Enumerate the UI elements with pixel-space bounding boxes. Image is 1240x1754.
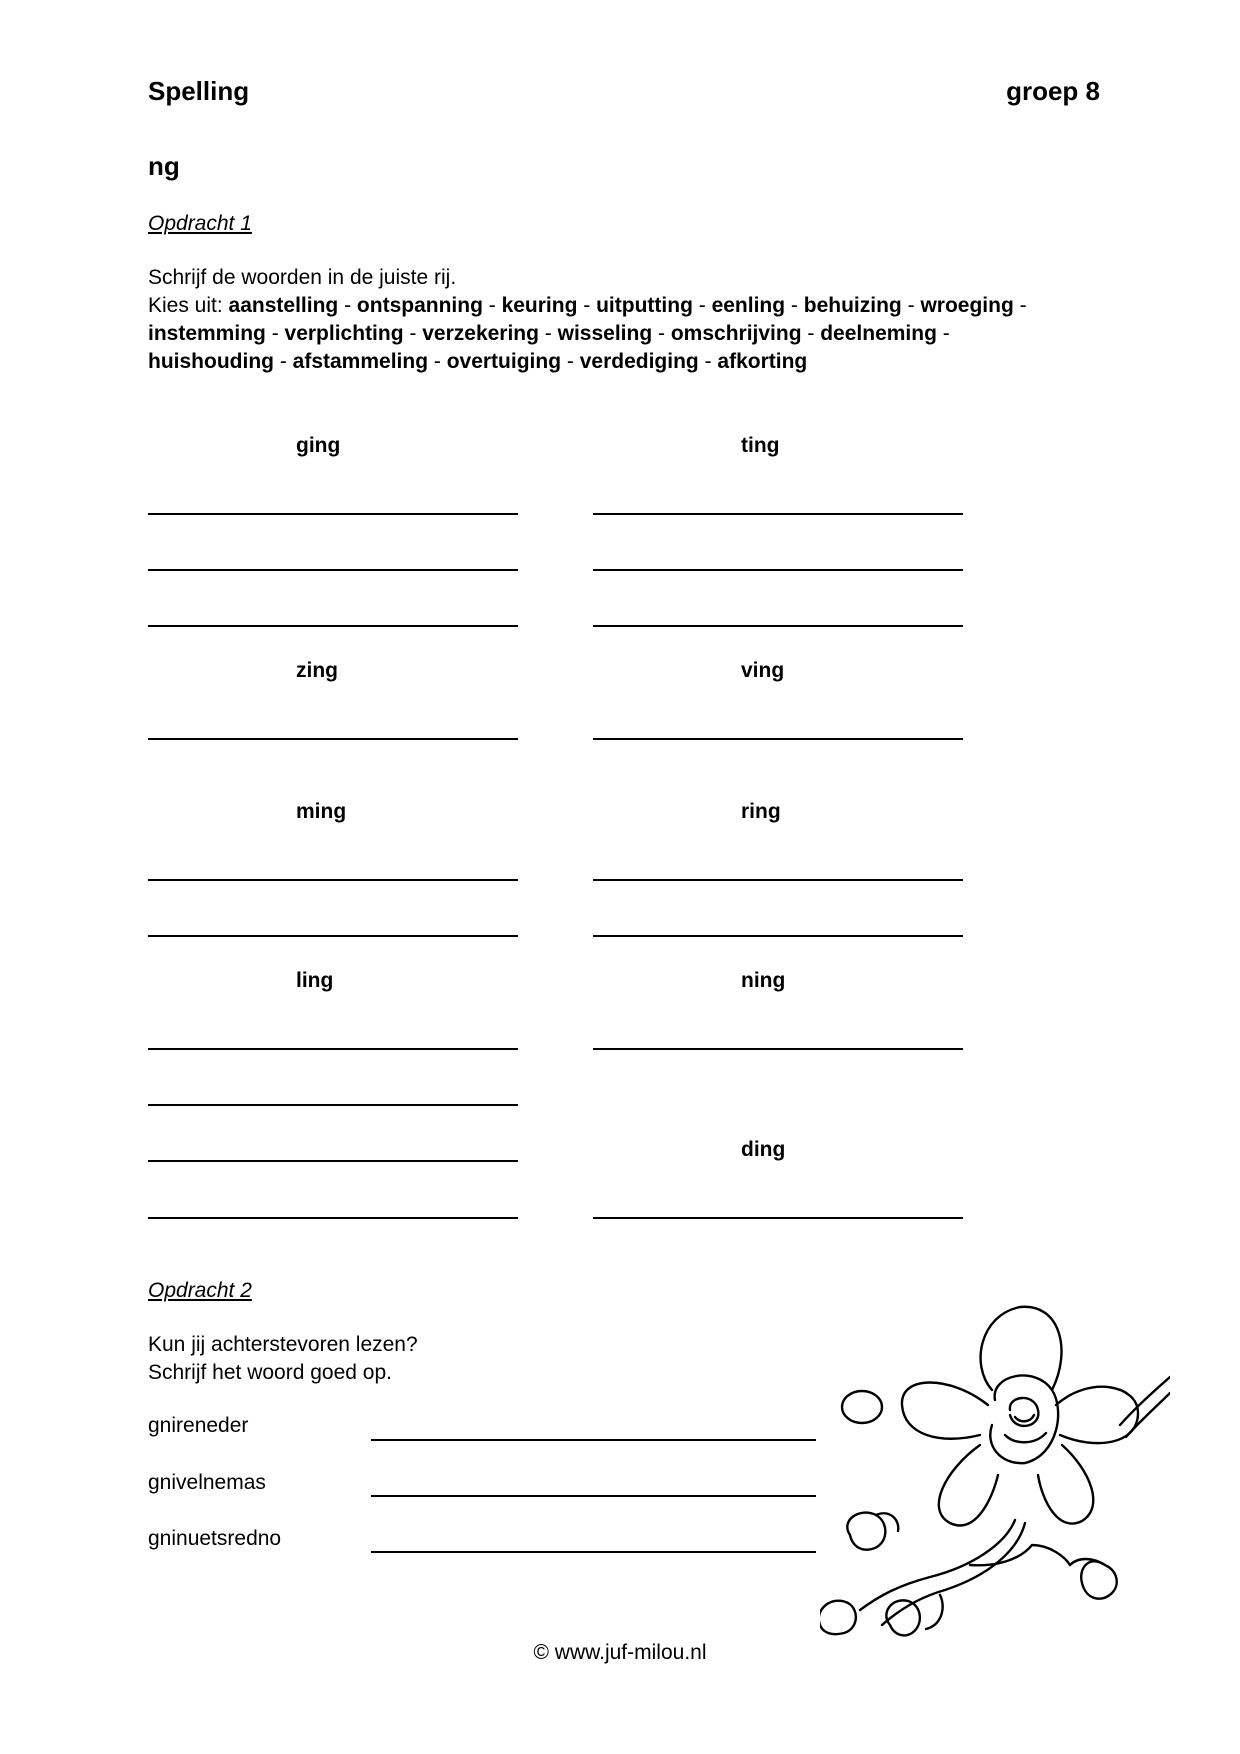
word-options [148,294,1027,373]
topic-title: ng [148,151,180,181]
category-ling: ling [296,969,334,992]
answer-line-ting-1[interactable] [593,513,963,515]
task1-word-list [148,292,1078,376]
word-option: wisseling [557,322,653,345]
category-ving: ving [741,659,785,682]
word-option: huishouding [148,350,274,373]
word-option: afstammeling [292,350,429,373]
word-separator: - [403,322,423,345]
answer-line-zing-1[interactable] [148,738,518,740]
word-separator: - [538,322,558,345]
word-separator: - [801,322,821,345]
word-separator: - [692,294,712,317]
category-zing: zing [296,659,338,682]
answer-line-ving-1[interactable] [593,738,963,740]
answer-line-ring-1[interactable] [593,879,963,881]
word-separator: - [936,322,950,345]
reversed-word-2: gnivelnemas [148,1471,266,1494]
worksheet-grade: groep 8 [1006,76,1100,106]
word-separator: - [561,350,580,373]
word-separator: - [482,294,502,317]
category-ring: ring [741,800,781,823]
orchid-illustration-icon [820,1295,1170,1655]
task1-instruction: Schrijf de woorden in de juiste rij. [148,266,457,289]
word-option: omschrijving [670,322,802,345]
answer-line-ling-2[interactable] [148,1104,518,1106]
task2-title: Opdracht 2 [148,1279,252,1302]
word-option: verplichting [284,322,404,345]
word-option: uitputting [596,294,693,317]
word-option: verzekering [422,322,539,345]
worksheet-subject: Spelling [148,76,250,106]
answer-line-ning-1[interactable] [593,1048,963,1050]
answer-line-ding-1[interactable] [593,1217,963,1219]
reversed-answer-line-2[interactable] [371,1495,816,1497]
word-option: wroeging [920,294,1014,317]
word-option: behuizing [803,294,902,317]
choose-prefix: Kies uit: [148,294,229,317]
footer-copyright: © www.juf-milou.nl [533,1641,707,1664]
reversed-answer-line-3[interactable] [371,1551,816,1553]
word-separator: - [698,350,718,373]
task1-title: Opdracht 1 [148,212,252,235]
word-option: keuring [501,294,578,317]
reversed-answer-line-1[interactable] [371,1439,816,1441]
word-option: overtuiging [446,350,562,373]
word-option: instemming [148,322,266,345]
task2-line2: Schrijf het woord goed op. [148,1361,392,1384]
answer-line-ling-1[interactable] [148,1048,518,1050]
category-ting: ting [741,434,780,457]
task2-line1: Kun jij achterstevoren lezen? [148,1333,418,1356]
task2-instructions [148,1331,418,1387]
answer-line-ting-2[interactable] [593,569,963,571]
category-ning: ning [741,969,786,992]
word-separator: - [273,350,293,373]
word-option: ontspanning [356,294,483,317]
word-option: afkorting [717,350,808,373]
word-option: verdediging [579,350,699,373]
reversed-word-3: gninuetsredno [148,1527,282,1550]
answer-line-ging-2[interactable] [148,569,518,571]
category-ming: ming [296,800,347,823]
word-option: deelneming [820,322,937,345]
word-option: aanstelling [228,294,339,317]
answer-line-ming-1[interactable] [148,879,518,881]
answer-line-ling-4[interactable] [148,1217,518,1219]
category-ding: ding [741,1138,786,1161]
word-option: eenling [711,294,786,317]
word-separator: - [265,322,285,345]
word-separator: - [785,294,804,317]
reversed-word-1: gnireneder [148,1414,249,1437]
word-separator: - [652,322,671,345]
answer-line-ling-3[interactable] [148,1160,518,1162]
answer-line-ring-2[interactable] [593,935,963,937]
answer-line-ming-2[interactable] [148,935,518,937]
word-separator: - [901,294,921,317]
answer-line-ging-1[interactable] [148,513,518,515]
word-separator: - [428,350,447,373]
word-separator: - [1013,294,1027,317]
task1-instructions [148,264,1078,376]
word-separator: - [338,294,357,317]
answer-line-ging-3[interactable] [148,625,518,627]
word-separator: - [577,294,597,317]
category-ging: ging [296,434,341,457]
answer-line-ting-3[interactable] [593,625,963,627]
